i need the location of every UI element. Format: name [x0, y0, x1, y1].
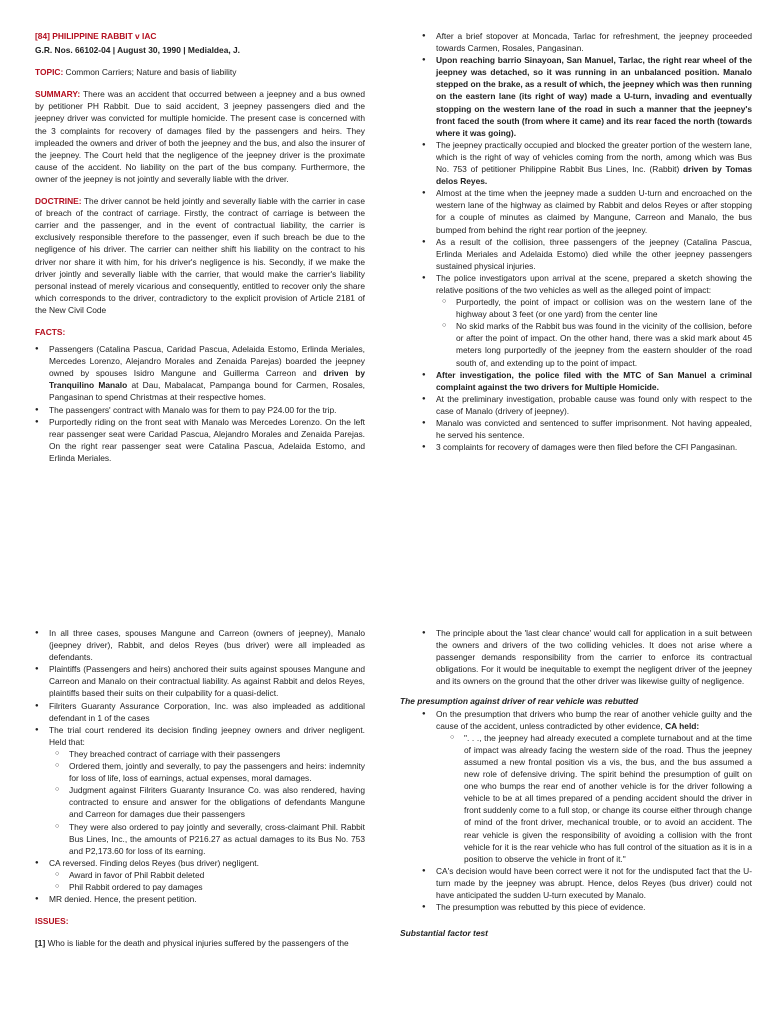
doctrine [35, 195, 365, 316]
sublist-item: ○ Phil Rabbit ordered to pay damages [55, 881, 365, 893]
sublist [442, 296, 752, 369]
list-item: ● The passengers' contract with Manalo was for them to pay P24.00 for the trip. [35, 404, 365, 416]
case-number: [84] [35, 31, 50, 41]
case-citation: G.R. Nos. 66102-04 | August 30, 1990 | Medialdea, J. [35, 45, 240, 56]
summary [35, 88, 365, 185]
sublist-item: ○ They were also ordered to pay jointly and severally, cross-claimant Phil. Rabbit Bus Lines, Inc., the amounts of P216.27 as actual damages to its Bus No. 753 and P2,173.60 for loss of its earning. [55, 821, 365, 857]
list-item: ● Manalo was convicted and sentenced to suffer imprisonment. Not having appealed, he served his sentence. [422, 417, 752, 441]
list-item: ● Purportedly riding on the front seat with Manalo was Mercedes Lorenzo. On the left rear passenger seat were Caridad Pascua, Alejandro Morales and Zenaida Parejas. On the right rear passenger seat were Catalina Pascua, Adelaida Estomo, and Erlinda Meriales. [35, 416, 365, 464]
section-heading: The presumption against driver of rear vehicle was rebutted [400, 696, 639, 707]
list-item: ● As a result of the collision, three passengers of the jeepney (Catalina Pascua, Erlinda Meriales and Adelaida Estomo) died while the other jeepney passengers sustained physical injuries. [422, 236, 752, 272]
facts-list-page2 [35, 627, 365, 905]
list-item: ● Upon reaching barrio Sinayoan, San Manuel, Tarlac, the right rear wheel of the jeepney was detached, so it was running in an unbalanced position. Manalo stepped on the brake, as a result of which, the jeepney which was then running on the eastern lane (its right of way) made a U-turn, invading and eventually stopping on the western lane of the road in such a manner that the jeepney's front faced the south (from where it came) and its rear faced the north (towards where it was going). [422, 54, 752, 139]
sublist [450, 732, 752, 865]
facts-list-continued [422, 30, 752, 453]
list-item: ● The principle about the 'last clear chance' would call for application in a suit between the owners and drivers of the two colliding vehicles. It does not arise where a passenger demands responsibility from the carrier to enforce its contractual obligations. For it would be inequitable to exempt the negligent driver of the jeepney and its owners on the ground that the other driver was likewise guilty of negligence. [422, 627, 752, 687]
list-item: ● CA's decision would have been correct were it not for the undisputed fact that the U-turn made by the jeepney was abrupt. Hence, delos Reyes (bus driver) could not have anticipated the sudden U-turn executed by Manalo. [422, 865, 752, 901]
summary-text: There was an accident that occurred between a jeepney and a bus owned by petitioner PH Rabbit. Due to said accident, 3 jeepney passengers died and the jeepney driver was convicted for multiple homicide. The present case is concerned with the 3 complaints for recovery of damages filed by the passengers and heirs. They impleaded the owners and driver of both the jeepney and the bus, and also the insurer of the jeepney. The Court held that the negligence of the jeepney driver is the proximate cause of the accident. No liability on the part of the bus company. Furthermore, the owner of the jeepney is not jointly and severally liable with the driver. [35, 89, 365, 184]
case-title [35, 30, 365, 42]
column-bottom-right [400, 627, 752, 944]
list-item: ● After a brief stopover at Moncada, Tarlac for refreshment, the jeepney proceeded towards Carmen, Rosales, Pangasinan. [422, 30, 752, 54]
sublist-item: ○ No skid marks of the Rabbit bus was found in the vicinity of the collision, before or after the point of impact. On the other hand, there was a skid mark about 45 meters long purportedly of the jeepney from the eastern shoulder of the road south of, and extending up to the point of impact. [442, 320, 752, 368]
list-item: ● Plaintiffs (Passengers and heirs) anchored their suits against spouses Mangune and Carreon and Manalo on their contractual liability. As against Rabbit and delos Reyes, plaintiffs based their suits on their culpability for a quasi-delict. [35, 663, 365, 699]
column-top-left [35, 30, 365, 464]
issues-label: ISSUES: [35, 916, 69, 927]
list-item: ● Almost at the time when the jeepney made a sudden U-turn and encroached on the western lane of the highway as claimed by Rabbit and delos Reyes or after stopping for a couple of minutes as claimed by Mangune, Carreon and Manalo, the bus bumped from behind the right rear portion of the jeepney. [422, 187, 752, 235]
sublist-item: ○ Ordered them, jointly and severally, to pay the passengers and heirs: indemnity for loss of life, loss of earnings, actual expenses, moral damages. [55, 760, 365, 784]
section-heading: Substantial factor test [400, 928, 488, 939]
column-top-right [422, 30, 752, 453]
case-name: PHILIPPINE RABBIT v IAC [52, 31, 157, 41]
facts-list [35, 343, 365, 464]
doctrine-text: The driver cannot be held jointly and severally liable with the carrier in case of breach of the contract of carriage. Firstly, the contract of carriage is between the carrier and the passenger, and in the event of contractual liability, the carrier is exclusively responsible therefore to the passenger, even if such breach be due to the negligence of his driver. The carrier can neither shift his liability on the contract to his driver nor share it with him, for his driver's negligence is his. Secondly, if we make the driver jointly and severally liable with the carrier, that would make the carrier's liability personal instead of merely vicarious and consequently, entitled to recover only the share which corresponds to the driver, contradictory to the explicit provision of Article 2181 of the New Civil Code [35, 196, 365, 315]
list-item: ● The presumption was rebutted by this piece of evidence. [422, 901, 752, 913]
ratio-list [422, 708, 752, 914]
topic [35, 66, 365, 78]
list-item: ● MR denied. Hence, the present petition. [35, 893, 365, 905]
sublist-item: ○ Judgment against Filriters Guaranty Insurance Co. was also rendered, having contracted to ensure and answer for the obligations of defendants Mangune and Carreon for damages due their passengers [55, 784, 365, 820]
sublist-item: ○ Purportedly, the point of impact or collision was on the western lane of the highway about 3 feet (or one yard) from the center line [442, 296, 752, 320]
sublist [55, 869, 365, 893]
summary-label: SUMMARY: [35, 89, 81, 100]
list-item: ● After investigation, the police filed with the MTC of San Manuel a criminal complaint against the two drivers for Multiple Homicide. [422, 369, 752, 393]
topic-text: Common Carriers; Nature and basis of liability [63, 67, 237, 78]
list-item: ● Filriters Guaranty Assurance Corporation, Inc. was also impleaded as additional defendant in 1 of the cases [35, 700, 365, 724]
sublist-item: ○ They breached contract of carriage with their passengers [55, 748, 365, 760]
list-item: ● The police investigators upon arrival at the scene, prepared a sketch showing the relative positions of the two vehicles as well as the alleged point of impact: ○ Purportedly, the point of impact or collision was on the western lane of the highway about 3 feet (or one yard) from the center line ○ No skid marks of the Rabbit bus was found in the vicinity of the collision, before or after the point of impact. On the other hand, there was a skid mark about 45 meters long purportedly of the jeepney from the eastern shoulder of the road south of, and extending up to the point of impact. [422, 272, 752, 369]
list-item: ● The jeepney practically occupied and blocked the greater portion of the western lane, which is the right of way of vehicles coming from the north, among which was Bus No. 753 of petitioner Philippine Rabbit Bus Lines, Inc. (Rabbit) driven by Tomas delos Reyes. [422, 139, 752, 187]
issue-1: [1] Who is liable for the death and physical injuries suffered by the passengers of the [35, 938, 349, 949]
list-item: ● On the presumption that drivers who bump the rear of another vehicle guilty and the cause of the accident, unless contradicted by other evidence, CA held: ○ ". . ., the jeepney had already executed a complete turnabout and at the time of impact was already facing the western side of the road. Thus the jeepney assumed a new frontal position vis a vis, the bus, and the bus assumed a new role of defensive driving. The spirit behind the presumption of guilt on one who bumps the rear end of another vehicle is for the driver following a vehicle to be at all times prepared of a pending accident should the driver in front suddenly come to a full stop, or change its course either through change of mind of the front driver, mechanical trouble, or to avoid an accident. The rear vehicle is given the responsibility of avoiding a collision with the front vehicle for it is the rear vehicle who has full control of the situation as it is in a position to observe the vehicle in front of it." [422, 708, 752, 865]
list-item: ● CA reversed. Finding delos Reyes (bus driver) negligent. ○ Award in favor of Phil Rabbit deleted ○ Phil Rabbit ordered to pay damages [35, 857, 365, 893]
ratio-list [422, 627, 752, 687]
column-bottom-left [35, 627, 365, 954]
sublist-item: ○ Award in favor of Phil Rabbit deleted [55, 869, 365, 881]
list-item: ● In all three cases, spouses Mangune and Carreon (owners of jeepney), Manalo (jeepney driver), Rabbit, and delos Reyes (bus driver) were all impleaded as defendants. [35, 627, 365, 663]
list-item: ● 3 complaints for recovery of damages were then filed before the CFI Pangasinan. [422, 441, 752, 453]
list-item: ● At the preliminary investigation, probable cause was found only with respect to the case of Manalo (drivery of jeepney). [422, 393, 752, 417]
doctrine-label: DOCTRINE: [35, 196, 82, 207]
list-item: ● The trial court rendered its decision finding jeepney owners and driver negligent. Held that: ○ They breached contract of carriage with their passengers ○ Ordered them, jointly and severally, to pay the passengers and heirs: indemnity for loss of life, loss of earnings, actual expenses, moral damages. ○ Judgment against Filriters Guaranty Insurance Co. was also rendered, having contracted to ensure and answer for the obligations of defendants Mangune and Carreon for damages due their passengers ○ They were also ordered to pay jointly and severally, cross-claimant Phil. Rabbit Bus Lines, Inc., the amounts of P216.27 as actual damages to its Bus No. 753 and P2,173.60 for loss of its earning. [35, 724, 365, 857]
facts-label: FACTS: [35, 326, 66, 337]
list-item: ● Passengers (Catalina Pascua, Caridad Pascua, Adelaida Estomo, Erlinda Meriales, Mercedes Lorenzo, Alejandro Morales and Zenaida Parejas) boarded the jeepney owned by spouses Isidro Mangune and Guillerma Carreon and driven by Tranquilino Manalo at Dau, Mabalacat, Pampanga bound for Carmen, Rosales, Pangasinan to spend Christmas at their respective homes. [35, 343, 365, 403]
sublist-item: ○ ". . ., the jeepney had already executed a complete turnabout and at the time of impact was already facing the western side of the road. Thus the jeepney assumed a new frontal position vis a vis, the bus, and the bus assumed a new role of defensive driving. The spirit behind the presumption of guilt on one who bumps the rear end of another vehicle is for the driver following a vehicle to be at all times prepared of a pending accident should the driver in front suddenly come to a full stop, or change its course either through change of mind of the front driver, mechanical trouble, or to avoid an accident. The rear vehicle is given the responsibility of avoiding a collision with the front vehicle for it is the rear vehicle who has full control of the situation as it is in a position to observe the vehicle in front of it." [450, 732, 752, 865]
topic-label: TOPIC: [35, 67, 64, 78]
sublist [55, 748, 365, 857]
